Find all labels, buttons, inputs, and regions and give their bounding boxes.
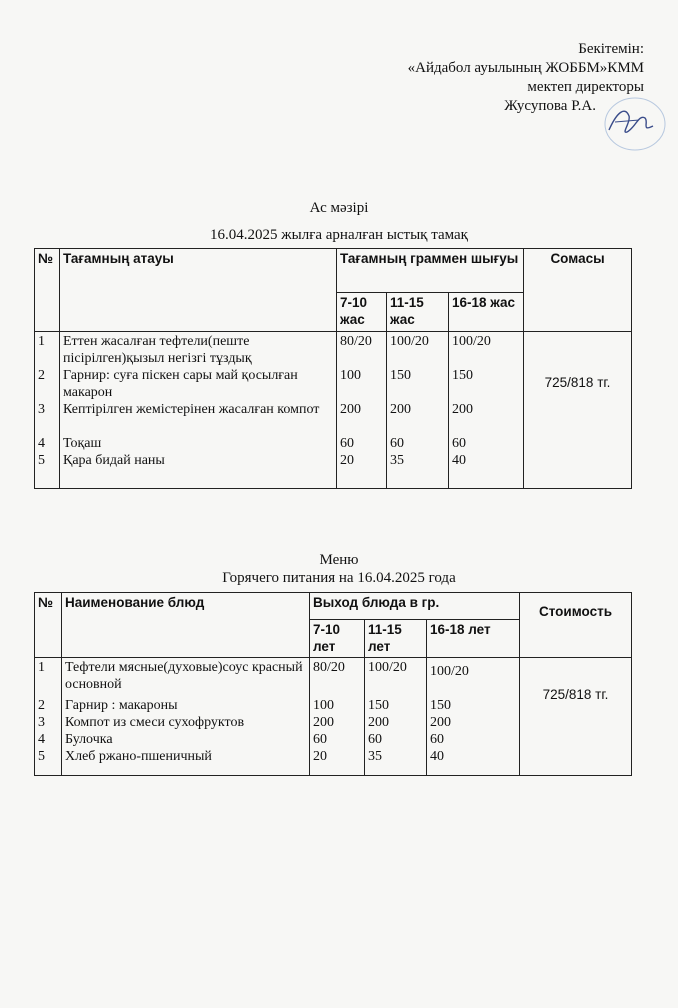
ru-menu-subtitle: Горячего питания на 16.04.2025 года [222, 570, 456, 586]
ru-header-age1: 7-10 лет [310, 620, 365, 658]
ru-age1-cell [310, 658, 365, 776]
ru-age2-5: 35 [368, 749, 382, 764]
ru-num-5: 5 [38, 749, 45, 764]
kz-menu-subtitle: 16.04.2025 жылға арналған ыстық тамақ [210, 227, 468, 243]
ru-dish-1: Тефтели мясные(духовые)соус красный основной [65, 660, 303, 692]
ru-num-2: 2 [38, 698, 45, 713]
kz-num-1: 1 [38, 334, 45, 349]
ru-dish-4: Булочка [65, 732, 113, 747]
kz-age2-5: 35 [390, 453, 404, 468]
ru-num-4: 4 [38, 732, 45, 747]
kz-age1-2: 100 [340, 368, 361, 383]
kz-age2-cell [387, 332, 449, 489]
ru-age2-cell [365, 658, 427, 776]
ru-price: 725/818 тг. [520, 658, 632, 776]
ru-num-3: 3 [38, 715, 45, 730]
kz-header-age3: 16-18 жас [449, 293, 524, 332]
kz-header-price: Сомасы [524, 249, 632, 332]
approval-line3: мектеп директоры [527, 79, 644, 95]
kz-header-age1: 7-10 жас [337, 293, 387, 332]
ru-age2-2: 150 [368, 698, 389, 713]
ru-menu-title: Меню [319, 552, 359, 568]
ru-age1-2: 100 [313, 698, 334, 713]
ru-age2-4: 60 [368, 732, 382, 747]
kz-age1-4: 60 [340, 436, 354, 451]
ru-age1-4: 60 [313, 732, 327, 747]
ru-age1-3: 200 [313, 715, 334, 730]
kz-age3-cell [449, 332, 524, 489]
kz-age2-3: 200 [390, 402, 411, 417]
kz-age2-4: 60 [390, 436, 404, 451]
ru-header-age2: 11-15 лет [365, 620, 427, 658]
ru-age2-1: 100/20 [368, 660, 407, 675]
kz-num-2: 2 [38, 368, 45, 383]
kz-num-3: 3 [38, 402, 45, 417]
ru-age3-3: 200 [430, 715, 451, 730]
kz-age1-1: 80/20 [340, 334, 372, 349]
kz-age3-1: 100/20 [452, 334, 491, 349]
ru-header-name: Наименование блюд [62, 593, 310, 658]
kz-price: 725/818 тг. [524, 332, 632, 489]
ru-menu-table [34, 592, 632, 776]
kz-dish-4: Тоқаш [63, 436, 102, 451]
ru-nums-cell [35, 658, 62, 776]
approval-line2: «Айдабол ауылының ЖОББМ»КММ [407, 60, 644, 76]
kz-age3-2: 150 [452, 368, 473, 383]
kz-dish-2: Гарнир: суға піскен сары май қосылған макарон [63, 368, 298, 400]
ru-header-price: Стоимость [520, 593, 632, 658]
kz-menu-title: Ас мәзірі [309, 200, 369, 216]
kz-header-num: № [35, 249, 60, 332]
ru-dish-2: Гарнир : макароны [65, 698, 178, 713]
approval-line1: Бекітемін: [578, 41, 644, 57]
ru-age1-5: 20 [313, 749, 327, 764]
kz-nums-cell [35, 332, 60, 489]
ru-age3-5: 40 [430, 749, 444, 764]
ru-age3-cell [427, 658, 520, 776]
kz-num-5: 5 [38, 453, 45, 468]
kz-age1-3: 200 [340, 402, 361, 417]
ru-dishes-cell [62, 658, 310, 776]
ru-age3-4: 60 [430, 732, 444, 747]
ru-dish-3: Компот из смеси сухофруктов [65, 715, 245, 730]
kz-header-yield: Тағамның граммен шығуы [337, 249, 524, 293]
kz-header-age2: 11-15 жас [387, 293, 449, 332]
signature-stamp [595, 92, 667, 152]
approval-line4: Жусупова Р.А. [504, 98, 596, 114]
kz-dish-5: Қара бидай наны [63, 453, 165, 468]
kz-age3-3: 200 [452, 402, 473, 417]
ru-dish-5: Хлеб ржано-пшеничный [65, 749, 212, 764]
kz-age1-cell [337, 332, 387, 489]
kz-age3-5: 40 [452, 453, 466, 468]
kz-age3-4: 60 [452, 436, 466, 451]
kz-num-4: 4 [38, 436, 45, 451]
kz-dish-1: Еттен жасалған тефтели(пеште пісірілген)қызыл негізгі тұздық [63, 334, 252, 366]
kz-header-name: Тағамның атауы [60, 249, 337, 332]
ru-header-num: № [35, 593, 62, 658]
ru-num-1: 1 [38, 660, 45, 675]
ru-age3-1: 100/20 [430, 664, 469, 679]
ru-age1-1: 80/20 [313, 660, 345, 675]
kz-age2-1: 100/20 [390, 334, 429, 349]
ru-age2-3: 200 [368, 715, 389, 730]
kz-dish-3: Кептірілген жемістерінен жасалған компот [63, 402, 320, 417]
kz-dishes-cell [60, 332, 337, 489]
kz-menu-table [34, 248, 632, 489]
kz-age1-5: 20 [340, 453, 354, 468]
ru-header-age3: 16-18 лет [427, 620, 520, 658]
ru-age3-2: 150 [430, 698, 451, 713]
ru-header-yield: Выход блюда в гр. [310, 593, 520, 620]
kz-age2-2: 150 [390, 368, 411, 383]
